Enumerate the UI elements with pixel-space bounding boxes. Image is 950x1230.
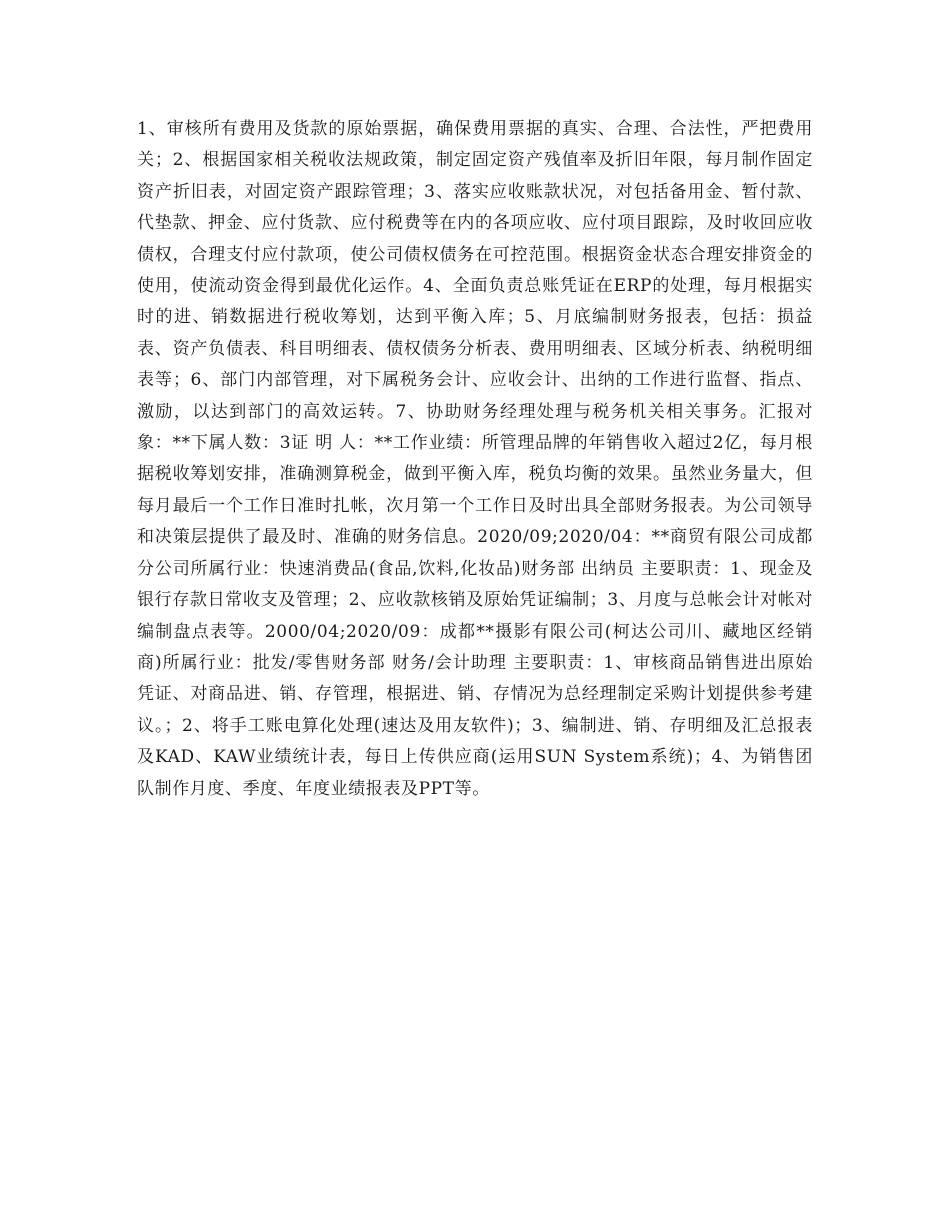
resume-body-text: 1、审核所有费用及货款的原始票据，确保费用票据的真实、合理、合法性，严把费用关；2、根据国家相关税收法规政策，制定固定资产残值率及折旧年限，每月制作固定资产折旧表，对固定资产跟踪管理；3、落实应收账款状况，对包括备用金、暂付款、代垫款、押金、应付货款、应付税费等在内的各项应收、应付项目跟踪，及时收回应收债权，合理支付应付款项，使公司债权债务在可控范围。根据资金状态合理安排资金的使用，使流动资金得到最优化运作。4、全面负责总账凭证在ERP的处理，每月根据实时的进、销数据进行税收筹划，达到平衡入库；5、月底编制财务报表，包括：损益表、资产负债表、科目明细表、债权债务分析表、费用明细表、区域分析表、纳税明细表等；6、部门内部管理，对下属税务会计、应收会计、出纳的工作进行监督、指点、激励，以达到部门的高效运转。7、协助财务经理处理与税务机关相关事务。汇报对象：**下属人数：3证 明 人：**工作业绩：所管理品牌的年销售收入超过2亿，每月根据税收筹划安排，准确测算税金，做到平衡入库，税负均衡的效果。虽然业务量大，但每月最后一个工作日准时扎帐，次月第一个工作日及时出具全部财务报表。为公司领导和决策层提供了最及时、准确的财务信息。2020/09;2020/04：**商贸有限公司成都分公司所属行业：快速消费品(食品,饮料,化妆品)财务部 出纳员 主要职责：1、现金及银行存款日常收支及管理；2、应收款核销及原始凭证编制；3、月度与总帐会计对帐对编制盘点表等。2000/04;2020/09：成都**摄影有限公司(柯达公司川、藏地区经销商)所属行业：批发/零售财务部 财务/会计助理 主要职责：1、审核商品销售进出原始凭证、对商品进、销、存管理，根据进、销、存情况为总经理制定采购计划提供参考建议。；2、将手工账电算化处理(速达及用友软件)；3、编制进、销、存明细及汇总报表及KAD、KAW业绩统计表，每日上传供应商(运用SUN System系统)；4、为销售团队制作月度、季度、年度业绩报表及PPT等。 (137, 119, 813, 799)
